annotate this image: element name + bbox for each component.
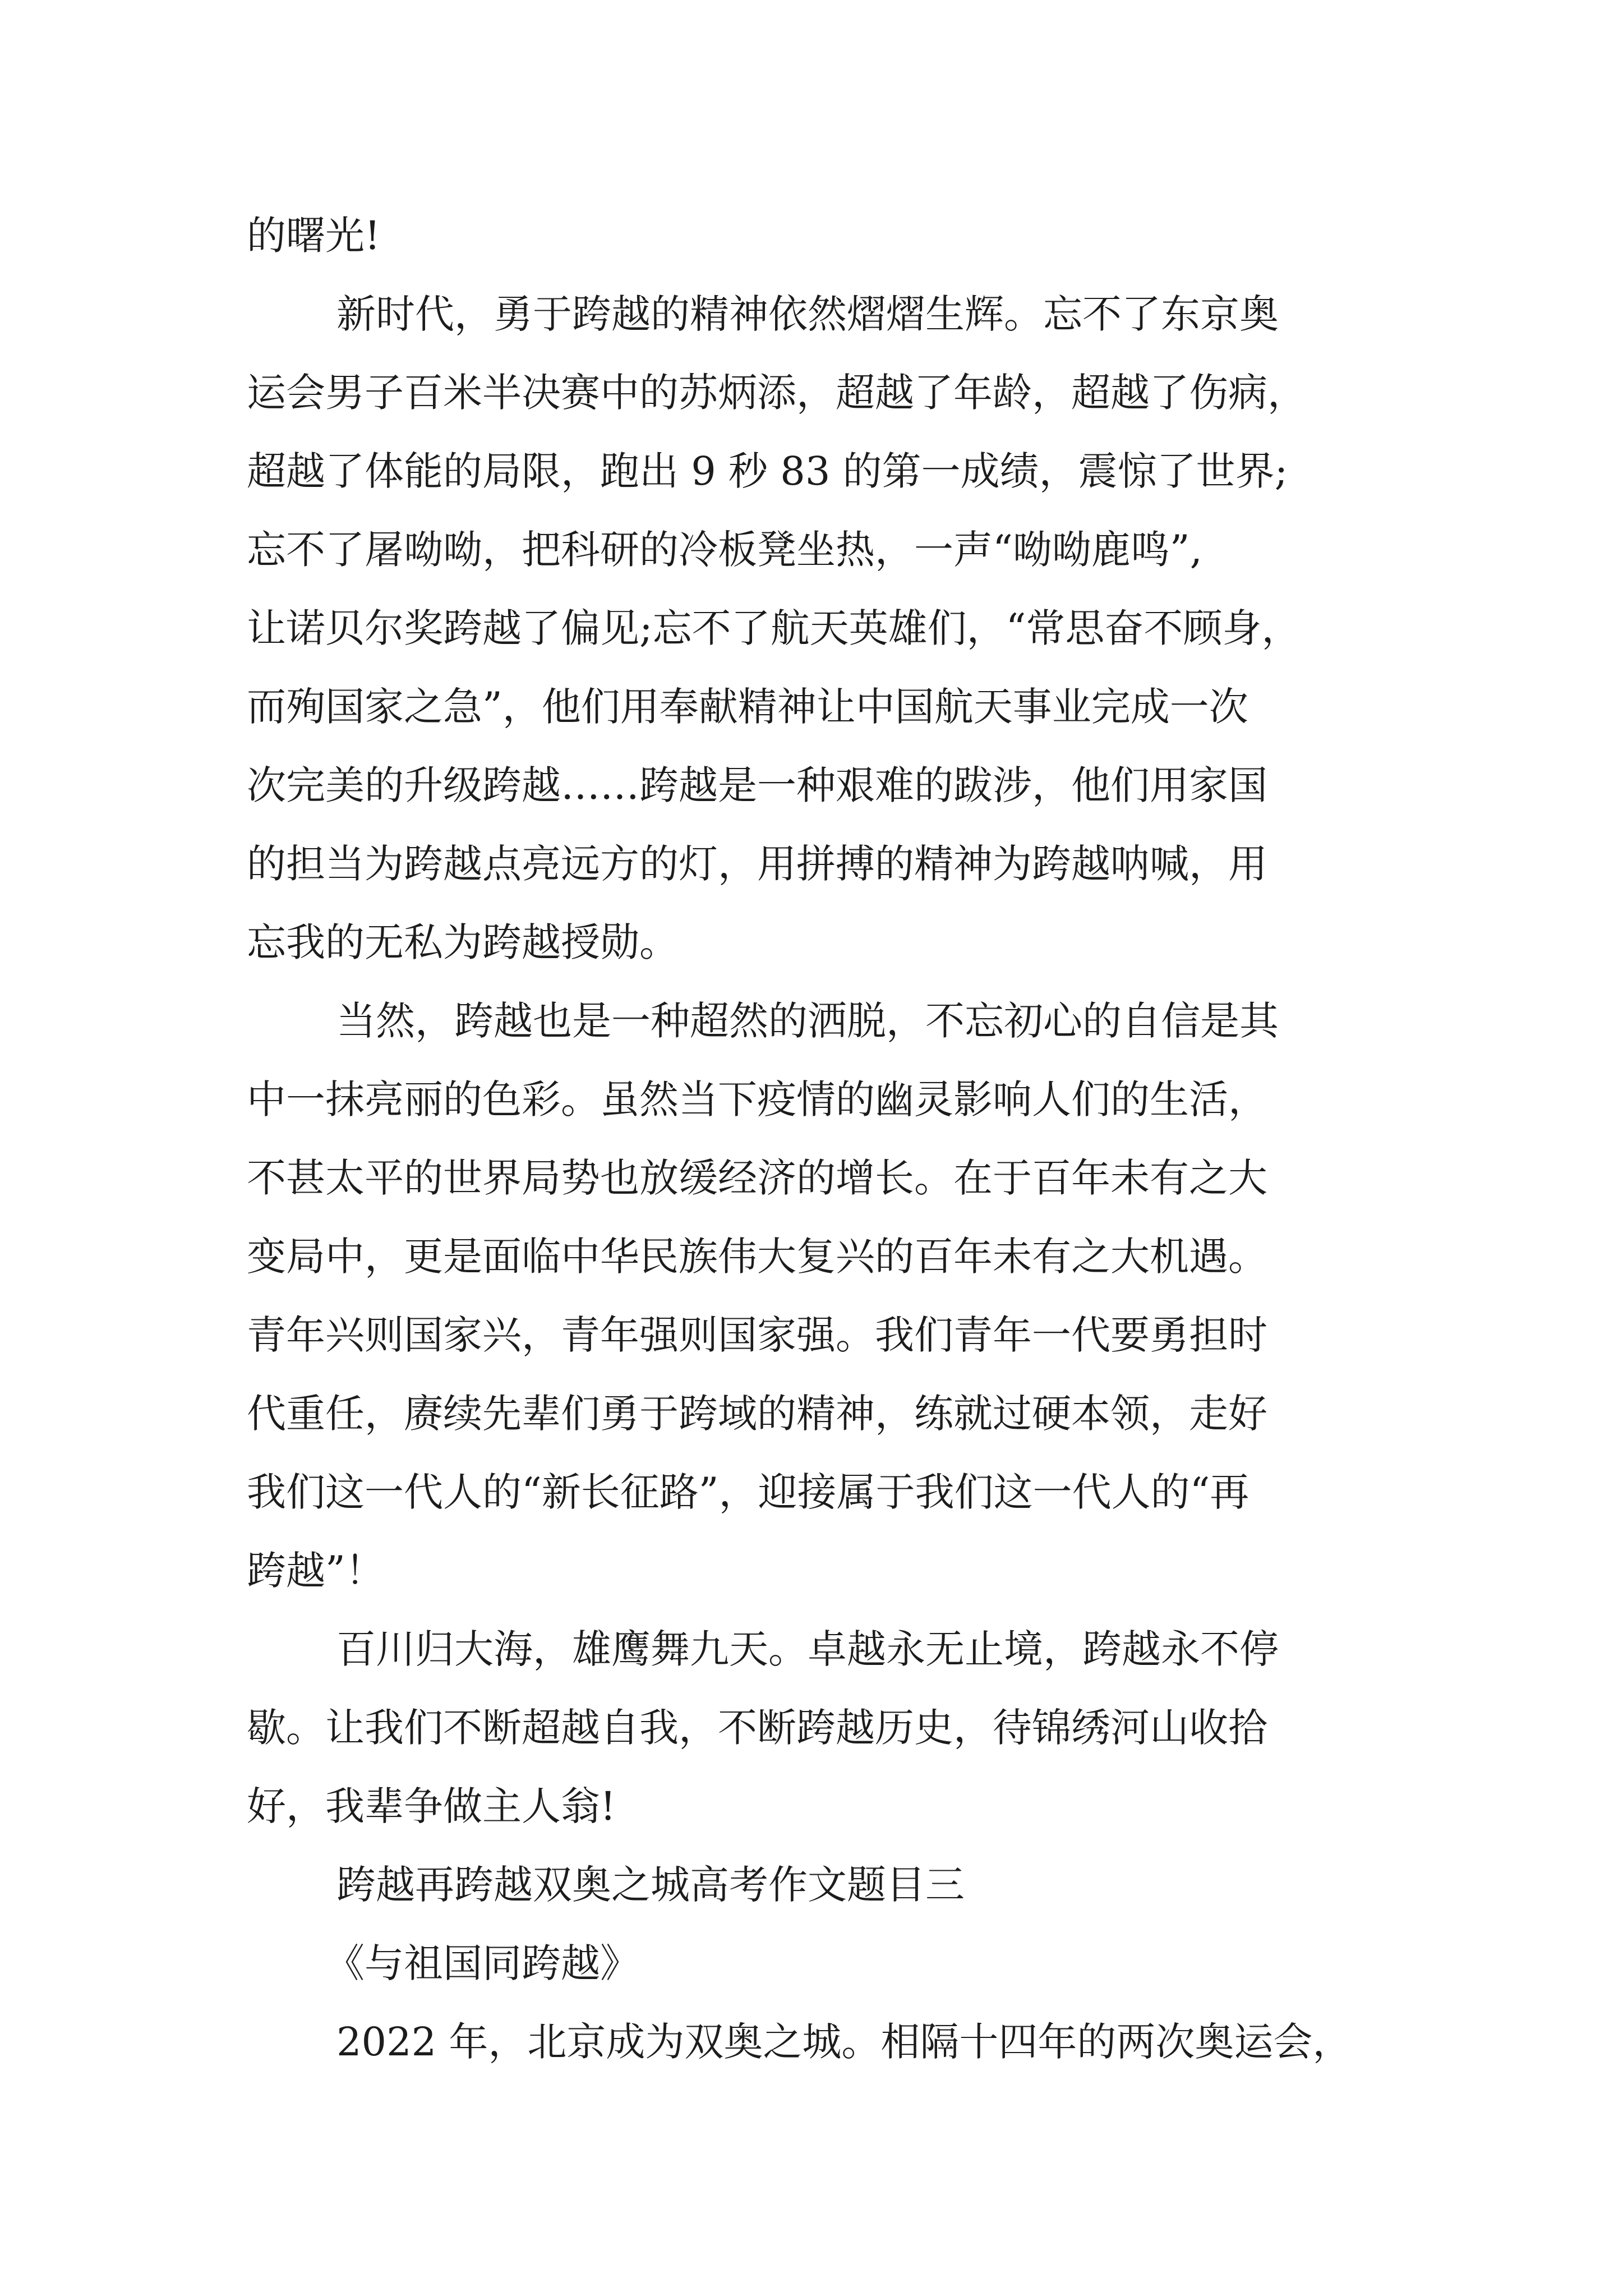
text-line-12: 中一抹亮丽的色彩。虽然当下疫情的幽灵影响人们的生活， <box>247 1076 1267 1122</box>
text-line-21: 好，我辈争做主人翁! <box>247 1783 616 1829</box>
text-line-20: 歇。让我们不断超越自我，不断跨越历史，待锦绣河山收拾 <box>247 1705 1267 1751</box>
text-line-10: 忘我的无私为跨越授勋。 <box>247 919 679 965</box>
text-line-6: 让诺贝尔奖跨越了偏见;忘不了航天英雄们，“常思奋不顾身， <box>247 605 1301 651</box>
text-line-9: 的担当为跨越点亮远方的灯，用拼搏的精神为跨越呐喊，用 <box>247 841 1267 887</box>
text-line-22: 跨越再跨越双奥之城高考作文题目三 <box>336 1862 965 1908</box>
text-line-5: 忘不了屠呦呦，把科研的冷板凳坐热，一声“呦呦鹿鸣”, <box>247 527 1202 573</box>
text-line-2: 新时代，勇于跨越的精神依然熠熠生辉。忘不了东京奥 <box>336 291 1279 337</box>
text-line-23: 《与祖国同跨越》 <box>325 1940 639 1986</box>
text-line-19: 百川归大海，雄鹰舞九天。卓越永无止境，跨越永不停 <box>336 1626 1279 1672</box>
text-line-14: 变局中，更是面临中华民族伟大复兴的百年未有之大机遇。 <box>247 1234 1267 1280</box>
text-line-15: 青年兴则国家兴，青年强则国家强。我们青年一代要勇担时 <box>247 1312 1267 1358</box>
text-line-13: 不甚太平的世界局势也放缓经济的增长。在于百年未有之大 <box>247 1155 1267 1201</box>
text-line-7: 而殉国家之急”，他们用奉献精神让中国航天事业完成一次 <box>247 684 1248 730</box>
text-line-4: 超越了体能的局限，跑出 9 秒 83 的第一成绩，震惊了世界; <box>247 448 1288 494</box>
text-line-3: 运会男子百米半决赛中的苏炳添，超越了年龄，超越了伤病， <box>247 370 1307 416</box>
text-line-17: 我们这一代人的“新长征路”，迎接属于我们这一代人的“再 <box>247 1469 1249 1515</box>
text-line-24: 2022 年，北京成为双奥之城。相隔十四年的两次奥运会， <box>336 2019 1352 2065</box>
text-line-8: 次完美的升级跨越……跨越是一种艰难的跋涉，他们用家国 <box>247 762 1267 808</box>
text-line-1: 的曙光! <box>247 213 381 259</box>
text-line-18: 跨越”！ <box>247 1548 385 1594</box>
text-line-16: 代重任，赓续先辈们勇于跨域的精神，练就过硬本领，走好 <box>247 1391 1267 1437</box>
text-line-11: 当然，跨越也是一种超然的洒脱，不忘初心的自信是其 <box>336 998 1279 1044</box>
